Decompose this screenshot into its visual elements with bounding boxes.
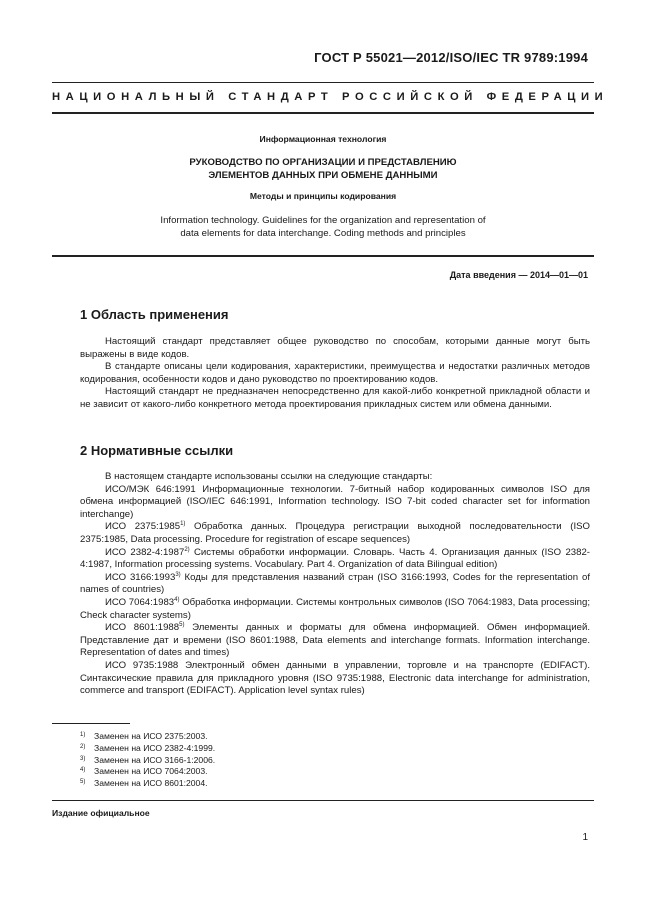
section-1-paragraph: Настоящий стандарт представляет общее руководство по способам, которыми данные могут быть выражены в виде кодов. <box>80 336 590 360</box>
document-title <box>52 156 594 182</box>
title-line-1: РУКОВОДСТВО ПО ОРГАНИЗАЦИИ И ПРЕДСТАВЛЕНИЮ <box>189 157 457 168</box>
footnotes <box>80 731 215 790</box>
reference-item <box>80 622 590 660</box>
subtitle-methods: Методы и принципы кодирования <box>249 191 397 201</box>
reference-code: ИСО/МЭК 646:1991 <box>105 483 196 495</box>
footnote-ref[interactable]: 3) <box>175 571 181 578</box>
reference-item <box>80 521 590 546</box>
reference-code: ИСО 9735:1988 <box>105 659 179 671</box>
references-intro: В настоящем стандарте использованы ссылки на следующие стандарты: <box>105 471 433 482</box>
reference-text: Электронный обмен данными в управлении, торговле и на транспорте (EDIFACT). Синтаксические правила для прикладного уровня (ISO 9735:1988, Electronic data interchange for administration, commerce and transport (EDIFACT). Application level syntax rules) <box>80 659 590 697</box>
footnote-text: Заменен на ИСО 2382-4:1999. <box>94 742 216 753</box>
footnote-divider <box>52 723 130 724</box>
section-2-heading: 2 Нормативные ссылки <box>80 443 234 458</box>
footnote-mark: 4) <box>80 767 86 774</box>
section-1-paragraph: Настоящий стандарт не предназначен непосредственно для какой-либо конкретной прикладной области и не зависит от какого-либо конкретного метода проектирования прикладных систем или обмена данными. <box>80 386 590 410</box>
document-code: ГОСТ Р 55021—2012/ISO/IEC TR 9789:1994 <box>314 50 588 65</box>
section-1-paragraph: В стандарте описаны цели кодирования, характеристики, преимущества и недостатки различных методов кодирования, особенности кодов и дано руководство по проектированию кодов. <box>80 361 590 385</box>
section-1-heading: 1 Область применения <box>80 307 229 322</box>
footnote-text: Заменен на ИСО 7064:2003. <box>94 766 208 777</box>
footnote <box>80 755 215 767</box>
footnote-ref[interactable]: 2) <box>184 546 190 553</box>
footnote-mark: 5) <box>80 779 86 786</box>
reference-text: Системы обработки информации. Словарь. Часть 4. Организация данных (ISO 2382-4:1987, Information processing systems. Vocabulary. Part 4. Organization of data Bilingual edition) <box>80 546 590 571</box>
footnote-mark: 1) <box>80 732 86 738</box>
title-divider <box>52 255 594 257</box>
footnote <box>80 743 215 755</box>
header-divider <box>52 82 594 83</box>
banner-divider <box>52 112 594 114</box>
page-number: 1 <box>582 832 588 843</box>
reference-item <box>80 572 590 597</box>
footnote <box>80 778 215 790</box>
reference-code: ИСО 3166:1993 <box>105 571 176 583</box>
footnote-text: Заменен на ИСО 2375:2003. <box>94 731 208 741</box>
subject-line: Информационная технология <box>259 134 387 144</box>
footer-divider <box>52 800 594 801</box>
official-edition-label: Издание официальное <box>52 808 150 818</box>
footnote-text: Заменен на ИСО 3166-1:2006. <box>94 754 216 765</box>
footnote-ref[interactable]: 1) <box>180 521 186 528</box>
footnote-mark: 2) <box>80 743 86 750</box>
english-title <box>52 214 594 240</box>
footnote-mark: 3) <box>80 755 86 762</box>
footnote-text: Заменен на ИСО 8601:2004. <box>94 778 208 789</box>
reference-code: ИСО 8601:1988 <box>105 622 180 634</box>
reference-text: Информационные технологии. 7-битный набор кодированных символов ISO для обмена информацией (ISO/IEC 646:1991, Information technology. ISO 7-bit coded character set for information interchange) <box>80 483 590 520</box>
section-2-body <box>80 471 590 698</box>
introduction-date: Дата введения — 2014—01—01 <box>449 270 588 280</box>
reference-item <box>80 597 590 622</box>
reference-text: Обработка данных. Процедура регистрации выходной последовательности (ISO 2375:1985, Data processing. Procedure for registration of escape sequences) <box>80 521 591 545</box>
reference-text: Коды для представления названий стран (ISO 3166:1993, Codes for the representation of names of countries) <box>80 571 590 596</box>
reference-item <box>80 484 590 522</box>
footnote <box>80 731 215 743</box>
reference-text: Элементы данных и форматы для обмена информацией. Обмен информацией. Представление дат и времени (ISO 8601:1988, Data elements and interchange formats. Information interchange. Representation of dates and times) <box>80 622 590 659</box>
national-standard-banner: НАЦИОНАЛЬНЫЙ СТАНДАРТ РОССИЙСКОЙ ФЕДЕРАЦИИ <box>52 91 609 103</box>
english-title-line-1: Information technology. Guidelines for the organization and representation of <box>160 215 486 226</box>
reference-text: Обработка информации. Системы контрольных символов (ISO 7064:1983, Data processing; Check character systems) <box>80 596 590 621</box>
reference-code: ИСО 2375:1985 <box>105 521 181 533</box>
footnote-ref[interactable]: 5) <box>179 622 185 629</box>
footnote <box>80 766 215 778</box>
footnote-ref[interactable]: 4) <box>174 596 180 603</box>
title-line-2: ЭЛЕМЕНТОВ ДАННЫХ ПРИ ОБМЕНЕ ДАННЫМИ <box>208 170 438 181</box>
section-1-body <box>80 336 590 412</box>
reference-item <box>80 660 590 698</box>
reference-code: ИСО 7064:1983 <box>105 596 175 608</box>
reference-item <box>80 547 590 572</box>
english-title-line-2: data elements for data interchange. Coding methods and principles <box>180 228 466 239</box>
reference-code: ИСО 2382-4:1987 <box>105 546 185 558</box>
